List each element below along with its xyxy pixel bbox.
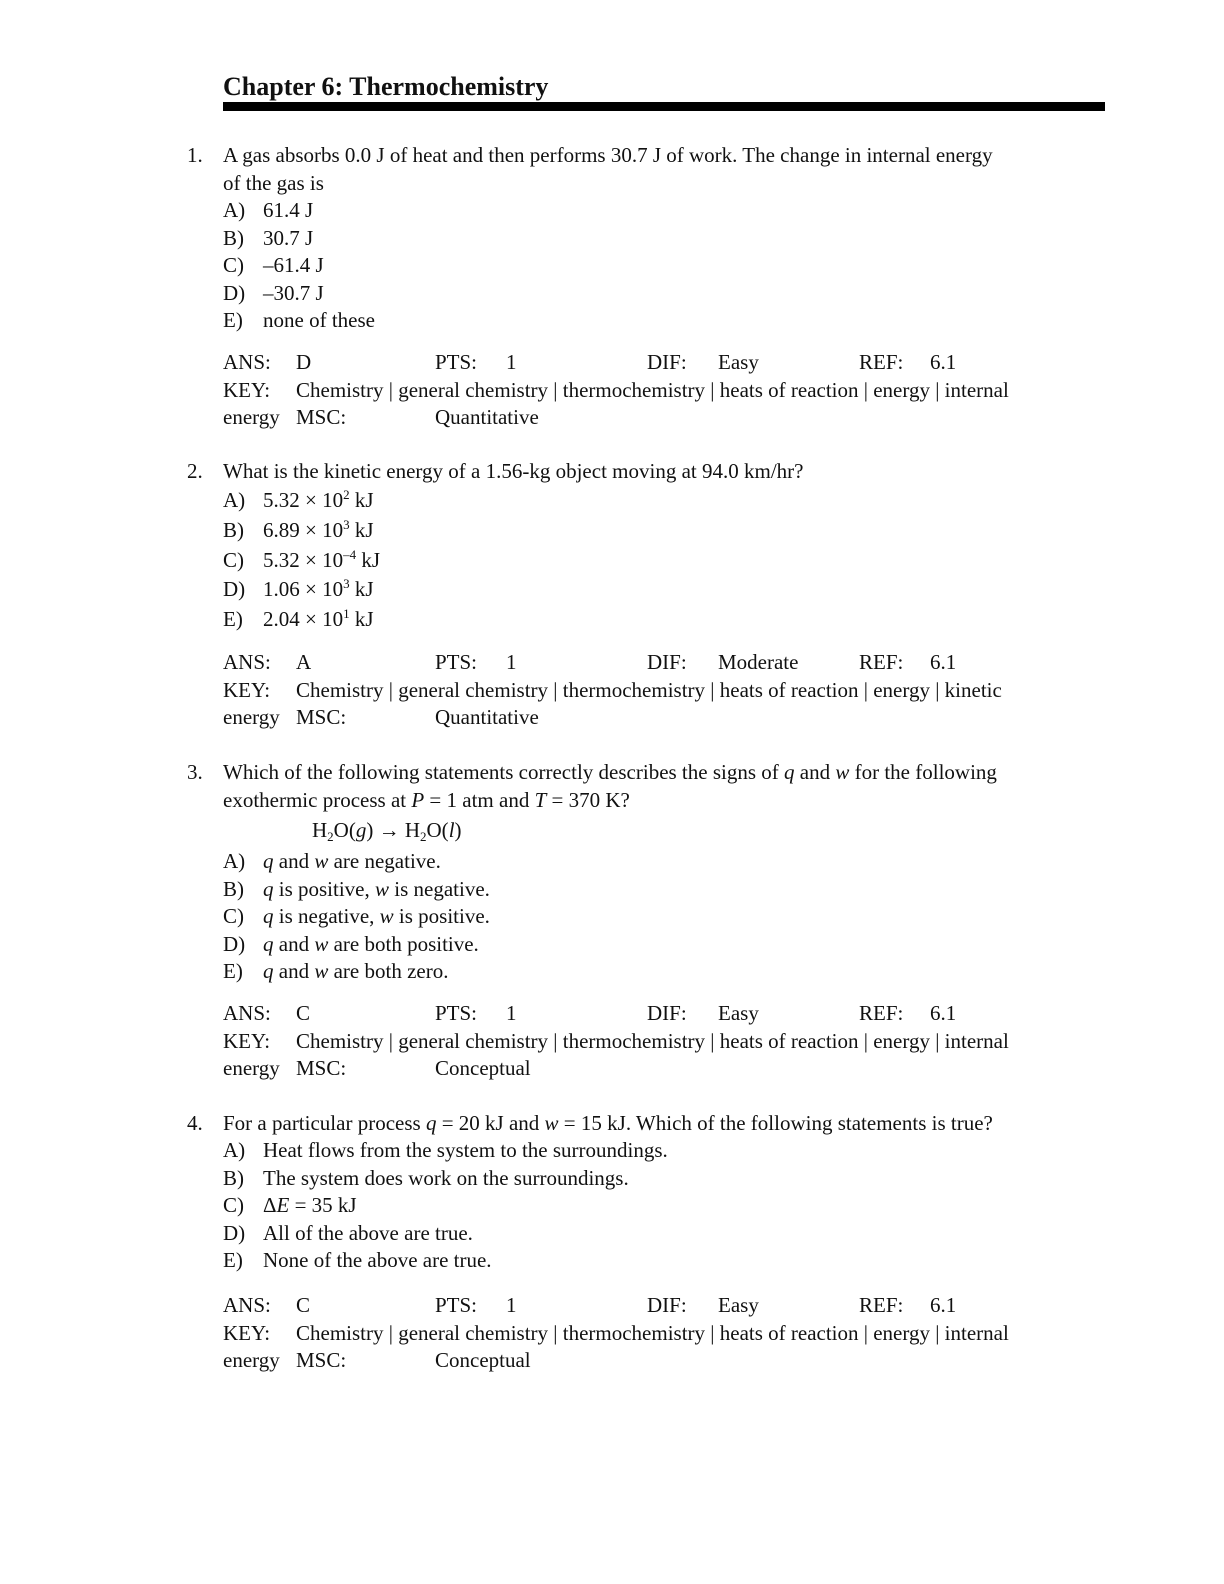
answer-metadata: ANS: A PTS: 1 DIF: Moderate REF: 6.1 KEY: Chemistry | general chemistry | thermochemistry | heats of reaction | energy | kinetic energy MSC: Quantitative (223, 650, 1002, 729)
answer-metadata: ANS: D PTS: 1 DIF: Easy REF: 6.1 KEY: Chemistry | general chemistry | thermochemistry | heats of reaction | energy | internal energy MSC: Quantitative (223, 350, 1009, 429)
title-rule (223, 102, 1105, 111)
chemical-equation: $H_2O(g) \to H_2O(l)$ (312, 818, 462, 844)
question-text: For a particular process q = 20 kJ and w = 15 kJ. Which of the following statements is true? (223, 1111, 993, 1135)
question-number: 2. (187, 459, 203, 483)
answer-value: C (296, 1293, 311, 1317)
answer-value: A (296, 650, 312, 674)
question-number: 3. (187, 760, 203, 784)
document-page: Chapter 6: Thermochemistry 1. A gas absorbs 0.0 J of heat and then performs 30.7 J of work. The change in internal energy of the gas is A) 61.4 J B) 30.7 J C) –61.4 J D) –30.7 J E) none of these ANS: D PTS: 1 DIF: Easy REF: 6.1 KEY: Chemistry | general chemistry | thermochemistry | heats of reaction | energy | internal energy MSC: Quantitative 2. What is the kinetic energy of a 1.56-kg object moving at 94.0 km/hr? A) $5.32 \times 10^2$ kJ B) $6.89 \times 10^3$ kJ C) $5.32 \times 10^{-4}$ kJ D) $1.06 \times 10^3$ kJ E) $2.04 \times 10^1$ kJ ANS: A PTS: 1 DIF: Moderate REF: 6.1 KEY: Chemistry | general chemistry | thermochemistry | heats of reaction | energy | kinetic energy MSC: Quantitative 3. Which of the following statements correctly describes the signs of q and w for the following exothermic process at P = 1 atm and T = 370 K? $H_2O(g) \to H_2O(l)$ A) q and w are negative. B) q is positive, w is negative. C) q is negative, w is positive. D) q and w are both positive. E) q and w are both zero. ANS: C PTS: 1 DIF: Easy REF: 6.1 KEY: Chemistry | general chemistry | thermochemistry | heats of reaction | energy | internal energy MSC: Conceptual 4. For a particular process q = 20 kJ and w = 15 kJ. Which of the following statements is true? A) Heat flows from the system to the surroundings. B) The system does work on the surroundings. C) ΔE = 35 kJ D) All of the above are true. E) None of the above are true. ANS: C PTS: 1 DIF: Easy REF: 6.1 KEY: Chemistry | general chemistry | thermochemistry | heats of reaction | energy | internal energy MSC: Conceptual (0, 0, 1224, 1584)
chapter-title: Chapter 6: Thermochemistry (223, 72, 549, 101)
answer-value: C (296, 1001, 311, 1025)
question-number: 1. (187, 143, 203, 167)
question-text: Which of the following statements correctly describes the signs of q and w for the following exothermic process at P = 1 atm and T = 370 K? (223, 760, 997, 812)
answer-value: D (296, 350, 312, 374)
question-text: A gas absorbs 0.0 J of heat and then performs 30.7 J of work. The change in internal energy of the gas is (223, 143, 993, 195)
question-text: What is the kinetic energy of a 1.56-kg object moving at 94.0 km/hr? (223, 459, 804, 483)
answer-metadata: ANS: C PTS: 1 DIF: Easy REF: 6.1 KEY: Chemistry | general chemistry | thermochemistry | heats of reaction | energy | internal energy MSC: Conceptual (223, 1001, 1009, 1080)
question-number: 4. (187, 1111, 203, 1135)
answer-metadata: ANS: C PTS: 1 DIF: Easy REF: 6.1 KEY: Chemistry | general chemistry | thermochemistry | heats of reaction | energy | internal energy MSC: Conceptual (223, 1293, 1009, 1372)
